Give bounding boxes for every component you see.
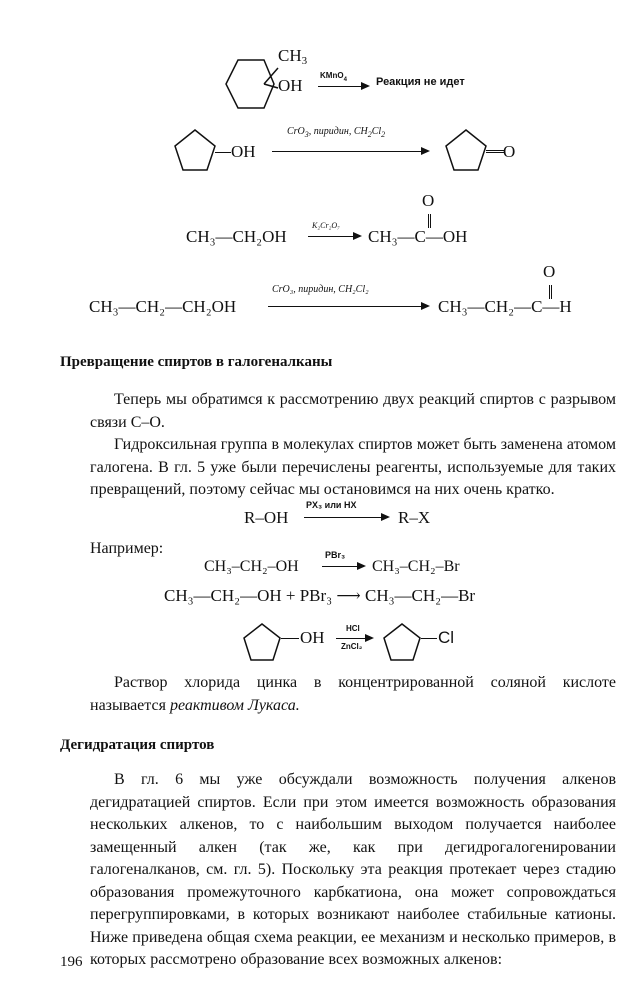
r4-arrow (268, 306, 428, 307)
ex1-arrow (322, 566, 364, 567)
ex3-oh: OH (300, 628, 325, 647)
ex3-cl-bond (421, 638, 437, 639)
ex3-reagent-bottom: ZnCl₂ (341, 642, 363, 651)
para3-text: Раствор хлорида цинка в концентрированной соляной кислоте называется (90, 674, 616, 714)
section2-title: Дегидратация спиртов (60, 737, 215, 753)
general-reagent: PX₃ или HX (306, 500, 357, 510)
r1-ch3: $CH_3$ (278, 46, 308, 67)
r2-double-bond (486, 150, 504, 153)
r1-oh: OH (278, 76, 303, 95)
r4-o: O (543, 262, 556, 281)
ex3-cl: Cl (438, 628, 455, 647)
general-left: R–OH (244, 508, 289, 527)
section2-para: В гл. 6 мы уже обсуждали возможность получения алкенов дегидратацией спиртов. Если при этом имеется возможность образования нескольких алкенов, то с наибольшим выходом получается наиболее замещенный алкен (так же, как при дегидрогалогенировании галогеналканов, см. гл. 5). Поскольку эта реакция протекает через стадию образования промежуточного карбкатиона, она может сопровождаться перегруппировками, в которых возникают наиболее стабильные катионы. Ниже приведена общая схема реакции, ее механизм и несколько примеров, в которых рассмотрено образование всех возможных алкенов: (90, 771, 616, 968)
r4-left: CH₃—CH₂—CH₂OH (89, 297, 237, 316)
r1-reagent: KMnO$_4$ (320, 71, 347, 83)
section1-para2: Гидроксильная группа в молекулах спиртов может быть заменена атомом галогена. В гл. 5 уже были перечислены реагенты, используемые для таких превращений, поэтому сейчас мы остановимся на них очень кратко. (90, 436, 616, 498)
r3-right: CH₃—C—OH (368, 227, 468, 246)
section1-para3 (90, 672, 616, 717)
section2-body (90, 769, 616, 972)
r3-arrow (308, 236, 360, 237)
general-arrow (304, 517, 388, 518)
chlorocyclopentane-ring-icon (382, 622, 426, 664)
r3-co-bond (428, 214, 431, 228)
section1-title: Превращение спиртов в галогеналканы (60, 354, 333, 370)
section1-body (90, 389, 616, 502)
r2-conditions: CrO$_3$, пиридин, $CH_2Cl_2$ (287, 126, 386, 139)
example-label: Например: (90, 540, 164, 557)
ex3-reagent-top: HCl (346, 624, 360, 633)
general-right: R–X (398, 508, 431, 527)
r3-reagent: K₂Cr₂O₇ (312, 221, 340, 230)
ex1-right: CH₃–CH₂–Br (372, 558, 460, 575)
r2-arrow (272, 151, 428, 152)
ex2: CH₃—CH₂—OH + PBr₃ ⟶ CH₃—CH₂—Br (164, 586, 476, 605)
r4-right: CH₃—CH₂—C—H (438, 297, 572, 316)
r1-arrow (318, 86, 368, 87)
ex3-bond (281, 638, 299, 639)
r2-o: O (503, 142, 516, 161)
section1-para1: Теперь мы обратимся к рассмотрению двух реакций спиртов с разрывом связи C–O. (90, 391, 616, 431)
r4-conditions: CrO₃, пиридин, CH₂Cl₂ (272, 284, 369, 295)
lucas-reagent: реактивом Лукаса. (169, 696, 300, 714)
page-number: 196 (60, 954, 83, 970)
r3-left: CH₃—CH₂OH (186, 227, 287, 246)
r2-bond (215, 152, 231, 153)
ex3-arrow (336, 638, 372, 639)
r2-oh: OH (231, 142, 256, 161)
ex1-reagent: PBr₃ (325, 550, 346, 560)
r1-result: Реакция не идет (376, 76, 465, 88)
ex1-left: CH₃–CH₂–OH (204, 558, 299, 575)
r3-o: O (422, 191, 435, 210)
cyclopentanol-ring-icon (242, 622, 286, 664)
